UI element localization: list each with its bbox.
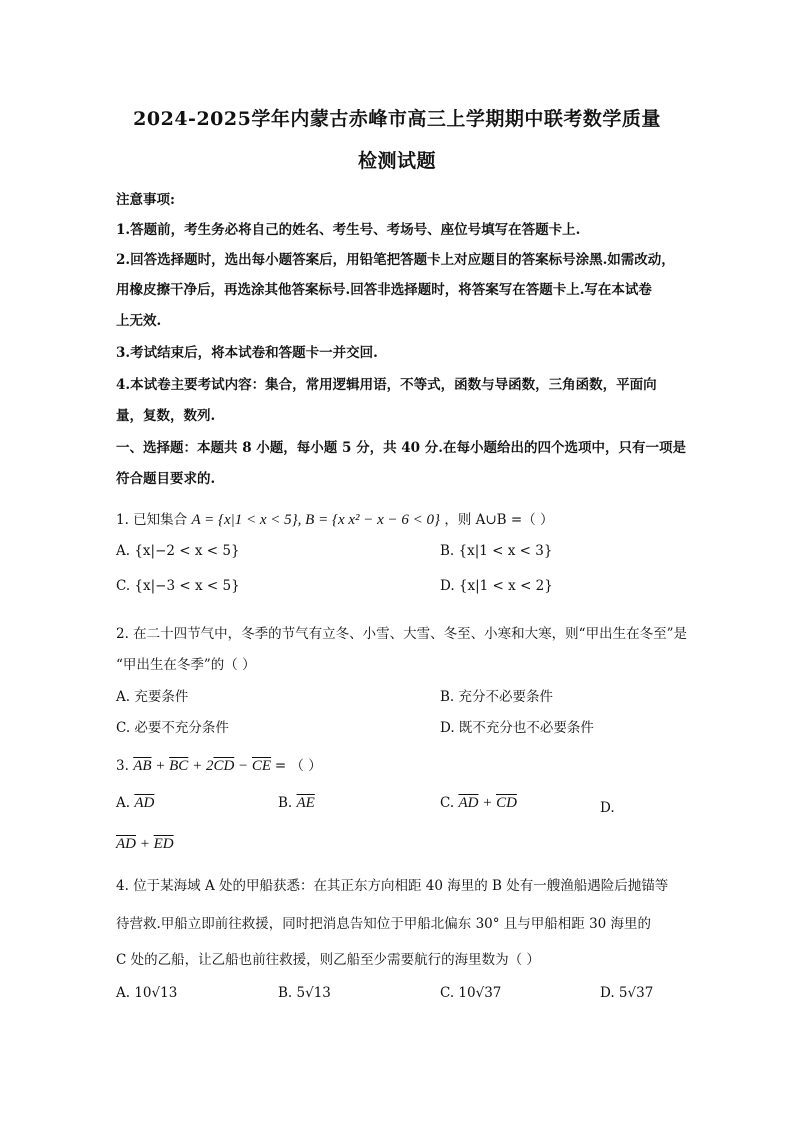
question-1-prefix: 1. 已知集合 bbox=[116, 512, 188, 528]
question-4-option-d: D. 5√37 bbox=[600, 985, 654, 1001]
question-3-option-d-label: D. bbox=[600, 800, 615, 816]
section1-heading-b: 符合题目要求的. bbox=[116, 471, 216, 487]
question-4-stem-c: C 处的乙船，让乙船也前往救援，则乙船至少需要航行的海里数为（ ） bbox=[116, 952, 540, 968]
option-a-vector: $\overline{AD}$ bbox=[134, 795, 155, 811]
note-item-1: 1.答题前，考生务必将自己的姓名、考生号、考场号、座位号填写在答题卡上. bbox=[116, 222, 581, 238]
question-1-suffix: ，则 A∪B =（ ） bbox=[444, 512, 554, 528]
question-4-stem-b: 待营救.甲船立即前往救援，同时把消息告知位于甲船北偏东 30° 且与甲船相距 30 海里的 bbox=[116, 916, 652, 932]
option-b-vector: $\overline{AE}$ bbox=[296, 795, 315, 811]
exam-title-line2: 检测试题 bbox=[357, 150, 436, 172]
question-2-option-b: B. 充分不必要条件 bbox=[440, 689, 554, 705]
coefficient: 2 bbox=[205, 758, 214, 774]
note-item-2c: 上无效. bbox=[116, 313, 162, 329]
vector-cd: $\overline{CD}$ bbox=[213, 758, 235, 774]
question-2-stem-a: 2. 在二十四节气中，冬季的节气有立冬、小雪、大雪、冬至、小寒和大寒，则“甲出生在冬至”是 bbox=[116, 626, 687, 642]
vector-ce: $\overline{CE}$ bbox=[251, 758, 272, 774]
option-c-label: C. bbox=[440, 795, 455, 811]
question-4-option-a: A. 10√13 bbox=[116, 985, 178, 1001]
question-2-stem-b: “甲出生在冬季”的（ ） bbox=[116, 657, 256, 673]
notes-heading: 注意事项: bbox=[116, 192, 175, 208]
question-2-option-d: D. 既不充分也不必要条件 bbox=[440, 720, 594, 736]
question-4-option-b: B. 5√13 bbox=[278, 985, 331, 1001]
question-3-option-b bbox=[278, 795, 315, 812]
option-a-label: A. bbox=[116, 795, 131, 811]
question-1-stem bbox=[116, 508, 696, 529]
question-4-stem-a: 4. 位于某海域 A 处的甲船获悉：在其正东方向相距 40 海里的 B 处有一艘渔船遇险后抛锚等 bbox=[116, 878, 669, 894]
exam-title-line1: 2024-2025学年内蒙古赤峰市高三上学期期中联考数学质量 bbox=[133, 108, 661, 130]
question-4-option-c: C. 10√37 bbox=[440, 985, 502, 1001]
section1-heading-a: 一、选择题：本题共 8 小题，每小题 5 分，共 40 分.在每小题给出的四个选项中，只有一项是 bbox=[116, 440, 686, 456]
question-1-option-a: A. {x|−2 < x < 5} bbox=[116, 543, 240, 559]
option-c-vector-1: $\overline{AD}$ bbox=[458, 795, 479, 811]
vector-bc: $\overline{BC}$ bbox=[169, 758, 189, 774]
option-b-label: B. bbox=[278, 795, 293, 811]
question-3-option-a bbox=[116, 795, 154, 812]
question-3-number: 3. bbox=[116, 758, 129, 774]
question-1-option-b: B. {x|1 < x < 3} bbox=[440, 543, 553, 559]
option-c-vector-2: $\overline{CD}$ bbox=[496, 795, 517, 811]
question-3-option-c: C. $\overline{AD} + \overline{CD}$ bbox=[440, 795, 517, 811]
question-3-option-d: $\overline{AD} + \overline{ED}$ bbox=[116, 836, 174, 852]
option-d-vector-2: $\overline{ED}$ bbox=[153, 836, 174, 852]
question-1-option-d: D. {x|1 < x < 2} bbox=[440, 578, 553, 594]
question-2-option-a: A. 充要条件 bbox=[116, 689, 189, 705]
vector-ab: $\overline{AB}$ bbox=[133, 758, 152, 774]
question-2-option-c: C. 必要不充分条件 bbox=[116, 720, 229, 736]
question-1-math: A = {x|1 < x < 5}, B = {x x² − x − 6 < 0} bbox=[191, 512, 441, 528]
option-d-vector-1: $\overline{AD}$ bbox=[116, 836, 136, 852]
note-item-2b: 用橡皮擦干净后，再选涂其他答案标号.回答非选择题时，将答案写在答题卡上.写在本试卷 bbox=[116, 282, 652, 298]
note-item-4a: 4.本试卷主要考试内容：集合，常用逻辑用语，不等式，函数与导函数，三角函数，平面向 bbox=[116, 377, 657, 393]
note-item-3: 3.考试结束后，将本试卷和答题卡一并交回. bbox=[116, 345, 378, 361]
question-1-option-c: C. {x|−3 < x < 5} bbox=[116, 578, 240, 594]
note-item-4b: 量，复数，数列. bbox=[116, 408, 216, 424]
question-3-stem: 3. $\overline{AB} + \overline{BC} + 2\overline{CD} - \overline{CE}$ = （ ） bbox=[116, 758, 322, 774]
question-3-tail: = （ ） bbox=[274, 758, 322, 774]
note-item-2a: 2.回答选择题时，选出每小题答案后，用铅笔把答题卡上对应题目的答案标号涂黑.如需改动， bbox=[116, 252, 675, 268]
